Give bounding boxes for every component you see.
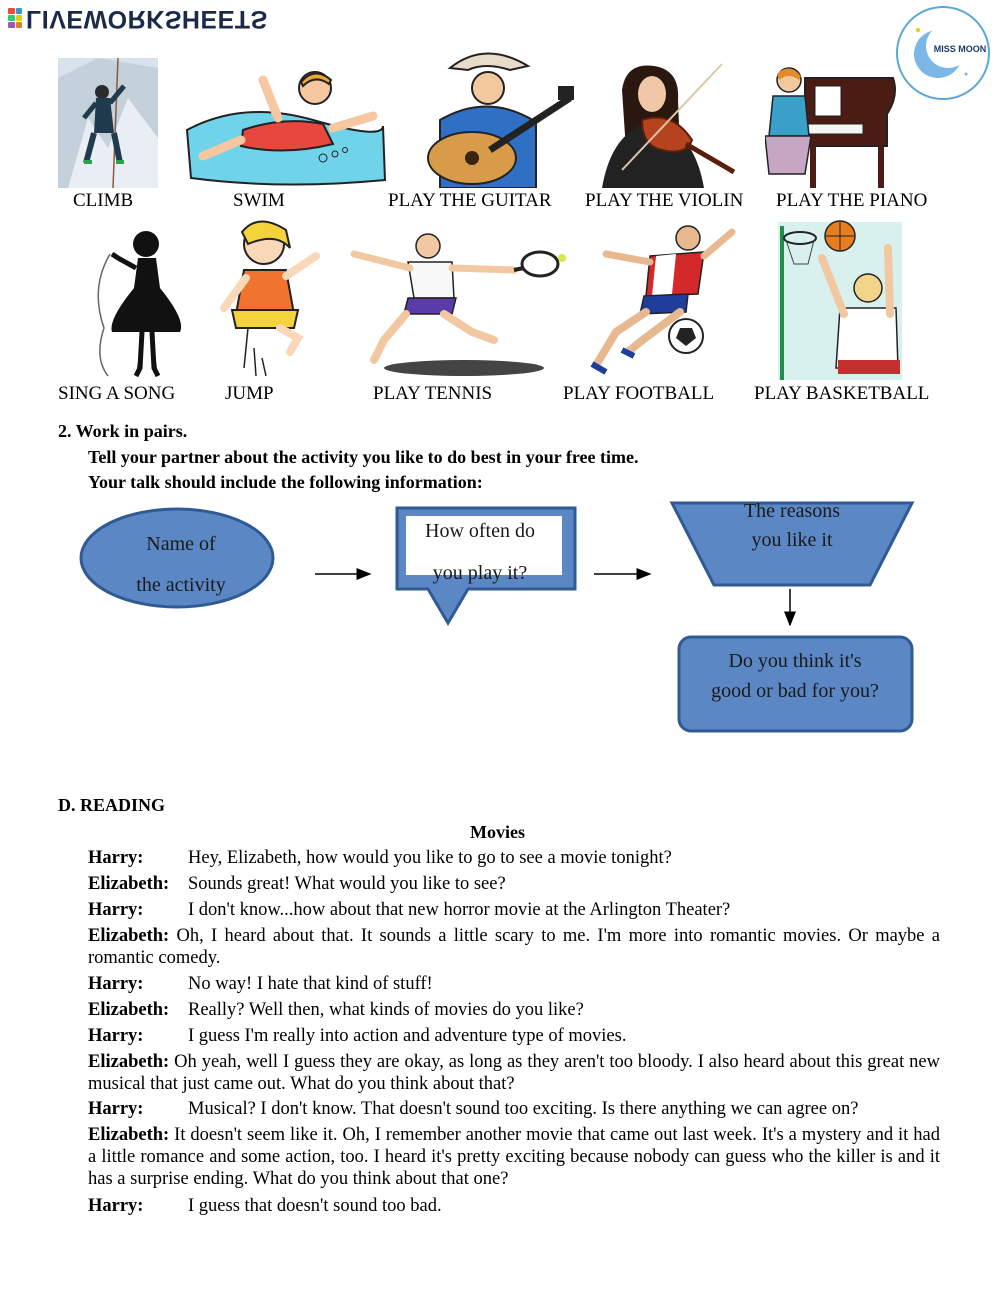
activity-label-sing: SING A SONG — [58, 383, 176, 404]
dialogue-line — [88, 973, 940, 995]
dialogue-text: Really? Well then, what kinds of movies do you like? — [188, 1000, 584, 1020]
activity-label-swim: SWIM — [233, 190, 285, 211]
dialogue-line — [88, 1124, 940, 1190]
dialogue-line — [88, 1098, 940, 1120]
section-2-instruction-2: Your talk should include the following information: — [88, 472, 483, 492]
dialogue-text: Sounds great! What would you like to see? — [188, 874, 506, 894]
piano-picture — [765, 66, 900, 188]
miss-moon-logo — [896, 6, 990, 100]
dialogue-text: Hey, Elizabeth, how would you like to go to see a movie tonight? — [188, 848, 672, 868]
dialogue-text: It doesn't seem like it. Oh, I remember another movie that came out last week. It's a mystery and it had a little romance and some action, too. I heard it's pretty exciting because nobody can guess who the killer is and it has a surprise ending. What do you think about that one? — [88, 1125, 940, 1189]
speaker: Harry: — [88, 848, 144, 868]
dialogue-text: No way! I hate that kind of stuff! — [188, 974, 433, 994]
dialogue-line — [88, 847, 940, 869]
speaker: Elizabeth: — [88, 926, 170, 946]
guitar-picture — [410, 40, 575, 188]
dialogue-text: Oh, I heard about that. It sounds a little scary to me. I'm more into romantic movies. Or maybe a romantic comedy. — [88, 926, 941, 968]
tennis-picture — [344, 228, 569, 378]
brand-header — [8, 4, 268, 32]
violin-picture — [582, 60, 742, 188]
activity-label-climb: CLIMB — [73, 190, 134, 211]
speaker: Harry: — [88, 974, 144, 994]
section-2-heading: 2. Work in pairs. — [58, 421, 188, 441]
activity-label-piano: PLAY THE PIANO — [776, 190, 928, 211]
football-picture — [576, 222, 736, 380]
activity-label-violin: PLAY THE VIOLIN — [585, 190, 744, 211]
jump-picture — [218, 218, 323, 378]
speaker: Elizabeth: — [88, 1000, 170, 1020]
activity-label-jump: JUMP — [225, 383, 274, 404]
dialogue-text: I don't know...how about that new horror movie at the Arlington Theater? — [188, 900, 731, 920]
dialogue-line — [88, 899, 940, 921]
speaker: Harry: — [88, 1026, 144, 1046]
section-2-instruction-1: Tell your partner about the activity you like to do best in your free time. — [88, 447, 639, 467]
speaker: Elizabeth: — [88, 1052, 170, 1072]
dialogue-text: I guess that doesn't sound too bad. — [188, 1196, 442, 1216]
speaker: Harry: — [88, 1196, 144, 1216]
activity-label-basketball: PLAY BASKETBALL — [754, 383, 930, 404]
logo-text: MISS MOON — [933, 44, 987, 54]
rounded-text-line2: good or bad for you? — [711, 680, 879, 702]
dialogue-text: Musical? I don't know. That doesn't sound too exciting. Is there anything we can agree on? — [188, 1099, 859, 1119]
speaker: Harry: — [88, 900, 144, 920]
dialogue-line — [88, 1025, 940, 1047]
callout-text-line1: How often do — [425, 520, 535, 542]
activity-label-football: PLAY FOOTBALL — [563, 383, 715, 404]
speaker: Elizabeth: — [88, 1125, 170, 1145]
callout-text-line2: you play it? — [432, 562, 528, 584]
dialogue-text: Oh yeah, well I guess they are okay, as long as they aren't too bloody. I also heard about this great new musical that just came out. What do you think about that? — [88, 1052, 941, 1094]
speaker: Elizabeth: — [88, 874, 170, 894]
activity-label-guitar: PLAY THE GUITAR — [388, 190, 552, 211]
oval-text-line1: Name of — [146, 533, 216, 555]
trapezoid-text-line2: you like it — [751, 529, 833, 551]
basketball-picture — [778, 218, 903, 380]
dialogue-line — [88, 873, 940, 895]
reading-title: Movies — [470, 822, 525, 842]
brand-name: LIVEWORKSHEETS — [26, 4, 268, 33]
activity-label-tennis: PLAY TENNIS — [373, 383, 493, 404]
reading-heading: D. READING — [58, 795, 166, 815]
dialogue-line — [88, 999, 940, 1021]
sing-picture — [86, 228, 186, 378]
speaker: Harry: — [88, 1099, 144, 1119]
swim-picture — [183, 60, 388, 188]
moon-icon — [898, 8, 988, 98]
dialogue-line — [88, 925, 940, 969]
dialogue-line — [88, 1051, 940, 1095]
rounded-text-line1: Do you think it's — [728, 650, 862, 672]
climb-picture — [58, 58, 158, 188]
brand-mark-icon — [8, 8, 22, 28]
dialogue-text: I guess I'm really into action and adventure type of movies. — [188, 1026, 627, 1046]
dialogue-line — [88, 1195, 940, 1217]
trapezoid-text-line1: The reasons — [743, 500, 841, 522]
oval-text-line2: the activity — [136, 574, 226, 596]
